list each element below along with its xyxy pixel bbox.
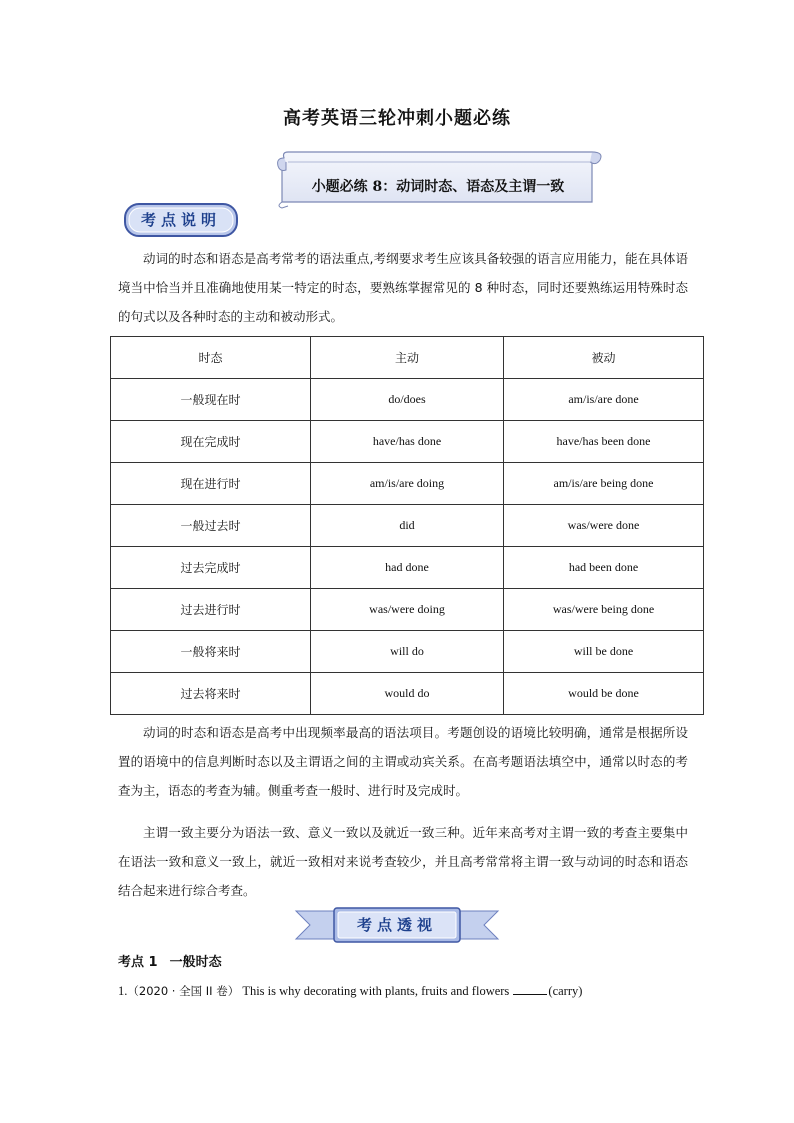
- table-cell-active: am/is/are doing: [311, 463, 504, 505]
- table-cell-passive: have/has been done: [504, 421, 704, 463]
- table-cell-tense: 过去进行时: [111, 589, 311, 631]
- table-cell-passive: will be done: [504, 631, 704, 673]
- table-header-cell: 主动: [311, 337, 504, 379]
- table-row: [111, 631, 704, 673]
- table-cell-passive: was/were being done: [504, 589, 704, 631]
- section-badge-label: 考点透视: [356, 916, 437, 934]
- table-header-row: [111, 337, 704, 379]
- table-cell-active: was/were doing: [311, 589, 504, 631]
- table-cell-passive: was/were done: [504, 505, 704, 547]
- section-badge-kaodian-toushi: [294, 905, 500, 945]
- question-number: 1.: [118, 984, 128, 998]
- paragraph-frequency: 动词的时态和语态是高考中出现频率最高的语法项目。考题创设的语境比较明确，通常是根据所设置的语境中的信息判断时态以及主谓语之间的主谓或动宾关系。在高考题语法填空中，通常以时态的考查为主，语态的考查为辅。侧重考查一般时、进行时及完成时。: [118, 725, 688, 798]
- table-cell-active: do/does: [311, 379, 504, 421]
- question-1: [118, 982, 582, 999]
- table-cell-passive: would be done: [504, 673, 704, 715]
- kaodian-title: 一般时态: [169, 955, 222, 970]
- table-cell-active: did: [311, 505, 504, 547]
- table-header-cell: 被动: [504, 337, 704, 379]
- paragraph-agreement: 主谓一致主要分为语法一致、意义一致以及就近一致三种。近年来高考对主谓一致的考查主要集中在语法一致和意义一致上，就近一致相对来说考查较少，并且高考常常将主谓一致与动词的时态和语态结合起来进行综合考查。: [118, 825, 688, 898]
- table-cell-passive: had been done: [504, 547, 704, 589]
- tense-table: [110, 336, 704, 715]
- table-cell-active: had done: [311, 547, 504, 589]
- intro-paragraph: 动词的时态和语态是高考常考的语法重点,考纲要求考生应该具备较强的语言应用能力，能在具体语境当中恰当并且准确地使用某一特定的时态，要熟练掌握常见的 8 种时态，同时还要熟练运用特殊时态的句式以及各种时态的主动和被动形式。: [118, 251, 688, 324]
- table-cell-tense: 现在进行时: [111, 463, 311, 505]
- table-cell-tense: 一般过去时: [111, 505, 311, 547]
- table-cell-tense: 现在完成时: [111, 421, 311, 463]
- table-row: [111, 547, 704, 589]
- table-row: [111, 589, 704, 631]
- table-cell-active: have/has done: [311, 421, 504, 463]
- table-row: [111, 463, 704, 505]
- table-header-cell: 时态: [111, 337, 311, 379]
- table-cell-tense: 一般现在时: [111, 379, 311, 421]
- table-cell-active: will do: [311, 631, 504, 673]
- question-hint: (carry): [548, 984, 583, 998]
- table-row: [111, 421, 704, 463]
- table-cell-active: would do: [311, 673, 504, 715]
- table-cell-tense: 过去完成时: [111, 547, 311, 589]
- table-cell-passive: am/is/are being done: [504, 463, 704, 505]
- table-cell-passive: am/is/are done: [504, 379, 704, 421]
- table-cell-tense: 过去将来时: [111, 673, 311, 715]
- section-badge-kaodian-shuoming: [123, 202, 239, 238]
- question-source: （2020 · 全国 II 卷）: [127, 984, 240, 998]
- kaodian-heading: [118, 951, 222, 970]
- scroll-banner: [274, 148, 604, 210]
- banner-title: 小题必练 8：动词时态、语态及主谓一致: [311, 179, 565, 195]
- table-cell-tense: 一般将来时: [111, 631, 311, 673]
- table-row: [111, 379, 704, 421]
- section-badge-label: 考点说明: [140, 211, 221, 229]
- answer-blank[interactable]: [513, 982, 547, 995]
- table-row: [111, 673, 704, 715]
- kaodian-number: 考点 1: [118, 955, 158, 970]
- table-row: [111, 505, 704, 547]
- question-text: This is why decorating with plants, fruits and flowers: [242, 984, 510, 998]
- main-title: 高考英语三轮冲刺小题必练: [283, 108, 511, 129]
